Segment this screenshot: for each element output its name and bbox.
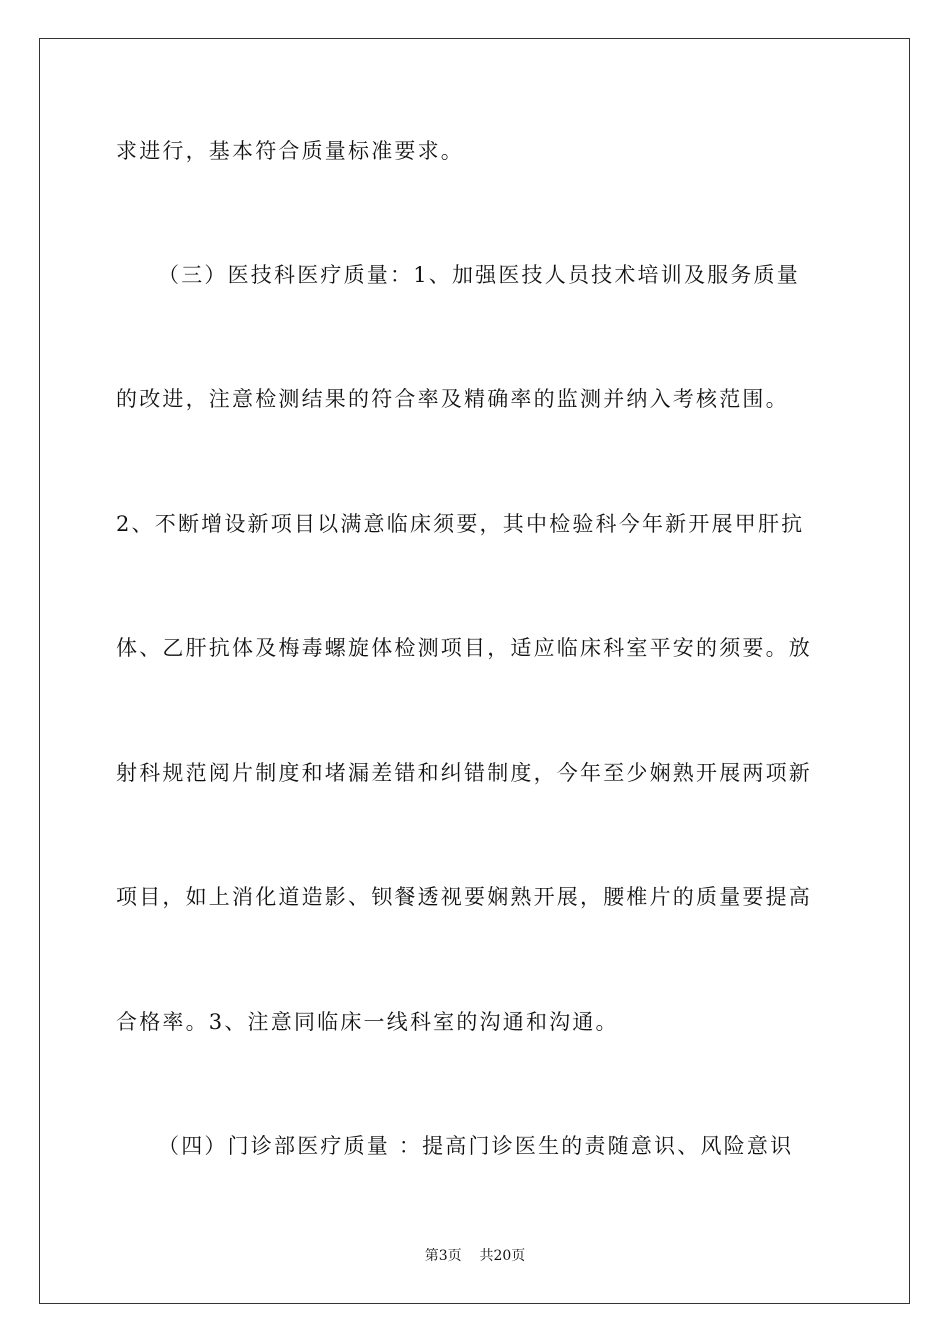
text-line-8: 合格率。3、注意同临床一线科室的沟通和沟通。 xyxy=(116,1010,619,1034)
text-line-1: 求进行，基本符合质量标准要求。 xyxy=(116,139,464,163)
text-line-9: （四）门诊部医疗质量 ：提高门诊医生的责随意识、风险意识 xyxy=(158,1134,794,1158)
page-number-footer: 第3页 共20页 xyxy=(424,1248,526,1264)
text-line-6: 射科规范阅片制度和堵漏差错和纠错制度，今年至少娴熟开展两项新 xyxy=(116,761,812,785)
text-line-2: （三）医技科医疗质量：1、加强医技人员技术培训及服务质量 xyxy=(158,263,800,287)
text-line-7: 项目，如上消化道造影、钡餐透视要娴熟开展，腰椎片的质量要提高 xyxy=(116,885,812,909)
text-line-5: 体、乙肝抗体及梅毒螺旋体检测项目，适应临床科室平安的须要。放 xyxy=(116,636,812,660)
page-border xyxy=(39,38,910,1304)
text-line-4: 2、不断增设新项目以满意临床须要，其中检验科今年新开展甲肝抗 xyxy=(116,512,805,536)
text-line-3: 的改进，注意检测结果的符合率及精确率的监测并纳入考核范围。 xyxy=(116,387,789,411)
